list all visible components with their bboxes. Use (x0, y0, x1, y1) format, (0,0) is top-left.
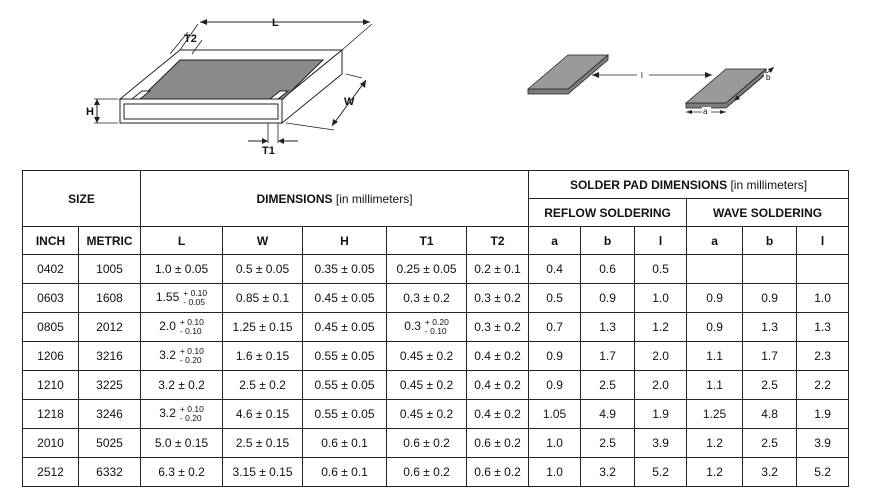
column-header: l (635, 227, 687, 255)
cell-wave-a: 1.2 (687, 458, 743, 487)
cell-T1: 0.3 ± 0.2 (387, 284, 467, 313)
reflow-header: REFLOW SOLDERING (529, 199, 687, 227)
cell-T2: 0.6 ± 0.2 (467, 458, 529, 487)
cell-metric: 3216 (79, 342, 141, 371)
solder-pad-header: SOLDER PAD DIMENSIONS [in millimeters] (529, 171, 849, 199)
cell-W: 1.25 ± 0.15 (223, 313, 303, 342)
cell-metric: 6332 (79, 458, 141, 487)
dimensions-table (22, 170, 849, 487)
cell-L: 2.0 + 0.10 - 0.10 (141, 313, 223, 342)
cell-T1: 0.45 ± 0.2 (387, 371, 467, 400)
cell-T2: 0.3 ± 0.2 (467, 313, 529, 342)
cell-wave-b: 3.2 (743, 458, 797, 487)
cell-reflow-a: 0.9 (529, 342, 581, 371)
cell-reflow-a: 1.05 (529, 400, 581, 429)
cell-H: 0.55 ± 0.05 (303, 371, 387, 400)
cell-reflow-b: 1.7 (581, 342, 635, 371)
cell-reflow-a: 1.0 (529, 429, 581, 458)
cell-wave-l: 2.2 (797, 371, 849, 400)
column-header: b (743, 227, 797, 255)
cell-reflow-l: 2.0 (635, 342, 687, 371)
cell-inch: 0402 (23, 255, 79, 284)
pad-b-label: b (766, 73, 771, 82)
cell-H: 0.6 ± 0.1 (303, 429, 387, 458)
cell-reflow-a: 0.7 (529, 313, 581, 342)
cell-W: 2.5 ± 0.2 (223, 371, 303, 400)
table-row (23, 429, 849, 458)
cell-T1: 0.45 ± 0.2 (387, 342, 467, 371)
cell-metric: 3246 (79, 400, 141, 429)
cell-inch: 1210 (23, 371, 79, 400)
cell-W: 0.85 ± 0.1 (223, 284, 303, 313)
cell-reflow-a: 0.9 (529, 371, 581, 400)
cell-T2: 0.3 ± 0.2 (467, 284, 529, 313)
cell-H: 0.45 ± 0.05 (303, 313, 387, 342)
cell-reflow-b: 0.9 (581, 284, 635, 313)
cell-W: 4.6 ± 0.15 (223, 400, 303, 429)
cell-metric: 3225 (79, 371, 141, 400)
cell-wave-l: 1.0 (797, 284, 849, 313)
cell-W: 0.5 ± 0.05 (223, 255, 303, 284)
column-header: INCH (23, 227, 79, 255)
cell-reflow-l: 1.9 (635, 400, 687, 429)
cell-reflow-b: 1.3 (581, 313, 635, 342)
cell-reflow-l: 3.9 (635, 429, 687, 458)
cell-T1: 0.25 ± 0.05 (387, 255, 467, 284)
cell-reflow-l: 2.0 (635, 371, 687, 400)
cell-W: 2.5 ± 0.15 (223, 429, 303, 458)
cell-wave-a: 1.25 (687, 400, 743, 429)
cell-reflow-l: 1.2 (635, 313, 687, 342)
cell-wave-b: 4.8 (743, 400, 797, 429)
cell-inch: 1206 (23, 342, 79, 371)
cell-T2: 0.4 ± 0.2 (467, 371, 529, 400)
column-header: b (581, 227, 635, 255)
cell-wave-b: 1.7 (743, 342, 797, 371)
dim-T1-label: T1 (262, 145, 275, 157)
solder-pad-diagram (520, 45, 790, 115)
column-header: W (223, 227, 303, 255)
cell-metric: 1005 (79, 255, 141, 284)
cell-inch: 2512 (23, 458, 79, 487)
cell-reflow-l: 1.0 (635, 284, 687, 313)
cell-inch: 0603 (23, 284, 79, 313)
cell-reflow-b: 2.5 (581, 371, 635, 400)
column-header-row (23, 227, 849, 255)
wave-header: WAVE SOLDERING (687, 199, 849, 227)
cell-wave-l: 2.3 (797, 342, 849, 371)
cell-T1: 0.6 ± 0.2 (387, 458, 467, 487)
cell-reflow-a: 1.0 (529, 458, 581, 487)
cell-T1: 0.6 ± 0.2 (387, 429, 467, 458)
column-header: L (141, 227, 223, 255)
cell-reflow-b: 4.9 (581, 400, 635, 429)
dim-L-label: L (272, 17, 279, 29)
column-header: l (797, 227, 849, 255)
cell-H: 0.6 ± 0.1 (303, 458, 387, 487)
cell-T1: 0.45 ± 0.2 (387, 400, 467, 429)
cell-L: 3.2 + 0.10 - 0.20 (141, 342, 223, 371)
column-header: H (303, 227, 387, 255)
cell-metric: 5025 (79, 429, 141, 458)
resistor-dimension-diagram (80, 8, 400, 158)
cell-reflow-b: 3.2 (581, 458, 635, 487)
cell-reflow-l: 0.5 (635, 255, 687, 284)
dimensions-header: DIMENSIONS [in millimeters] (141, 171, 529, 227)
table-row (23, 255, 849, 284)
cell-H: 0.55 ± 0.05 (303, 400, 387, 429)
cell-wave-a: 1.1 (687, 371, 743, 400)
cell-reflow-l: 5.2 (635, 458, 687, 487)
cell-T2: 0.4 ± 0.2 (467, 400, 529, 429)
cell-wave-l: 5.2 (797, 458, 849, 487)
dim-H-label: H (86, 106, 94, 118)
column-header: METRIC (79, 227, 141, 255)
cell-L: 6.3 ± 0.2 (141, 458, 223, 487)
pad-l-label: l (641, 71, 643, 80)
cell-T2: 0.4 ± 0.2 (467, 342, 529, 371)
cell-wave-b (743, 255, 797, 284)
cell-H: 0.35 ± 0.05 (303, 255, 387, 284)
column-header: a (687, 227, 743, 255)
cell-wave-b: 2.5 (743, 371, 797, 400)
table-row (23, 400, 849, 429)
cell-H: 0.45 ± 0.05 (303, 284, 387, 313)
cell-wave-l: 1.9 (797, 400, 849, 429)
cell-L: 5.0 ± 0.15 (141, 429, 223, 458)
pad-a-label: a (703, 107, 708, 115)
cell-W: 1.6 ± 0.15 (223, 342, 303, 371)
cell-reflow-a: 0.5 (529, 284, 581, 313)
table-row (23, 313, 849, 342)
cell-reflow-b: 0.6 (581, 255, 635, 284)
cell-T2: 0.6 ± 0.2 (467, 429, 529, 458)
cell-reflow-a: 0.4 (529, 255, 581, 284)
cell-reflow-b: 2.5 (581, 429, 635, 458)
cell-wave-l (797, 255, 849, 284)
cell-wave-l: 1.3 (797, 313, 849, 342)
cell-wave-a: 1.1 (687, 342, 743, 371)
column-header: a (529, 227, 581, 255)
cell-L: 3.2 ± 0.2 (141, 371, 223, 400)
cell-wave-a: 0.9 (687, 284, 743, 313)
cell-inch: 0805 (23, 313, 79, 342)
table-row (23, 371, 849, 400)
column-header: T2 (467, 227, 529, 255)
cell-T1: 0.3 + 0.20 - 0.10 (387, 313, 467, 342)
cell-H: 0.55 ± 0.05 (303, 342, 387, 371)
cell-wave-l: 3.9 (797, 429, 849, 458)
dim-W-label: W (344, 96, 355, 108)
cell-L: 3.2 + 0.10 - 0.20 (141, 400, 223, 429)
cell-inch: 2010 (23, 429, 79, 458)
cell-metric: 1608 (79, 284, 141, 313)
cell-wave-a (687, 255, 743, 284)
cell-wave-b: 1.3 (743, 313, 797, 342)
size-header: SIZE (23, 171, 141, 227)
cell-L: 1.55 + 0.10 - 0.05 (141, 284, 223, 313)
cell-metric: 2012 (79, 313, 141, 342)
cell-wave-a: 0.9 (687, 313, 743, 342)
cell-wave-a: 1.2 (687, 429, 743, 458)
cell-W: 3.15 ± 0.15 (223, 458, 303, 487)
cell-wave-b: 0.9 (743, 284, 797, 313)
cell-inch: 1218 (23, 400, 79, 429)
cell-T2: 0.2 ± 0.1 (467, 255, 529, 284)
table-row (23, 342, 849, 371)
table-row (23, 284, 849, 313)
cell-wave-b: 2.5 (743, 429, 797, 458)
cell-L: 1.0 ± 0.05 (141, 255, 223, 284)
table-row (23, 458, 849, 487)
dim-T2-label: T2 (184, 33, 197, 45)
column-header: T1 (387, 227, 467, 255)
